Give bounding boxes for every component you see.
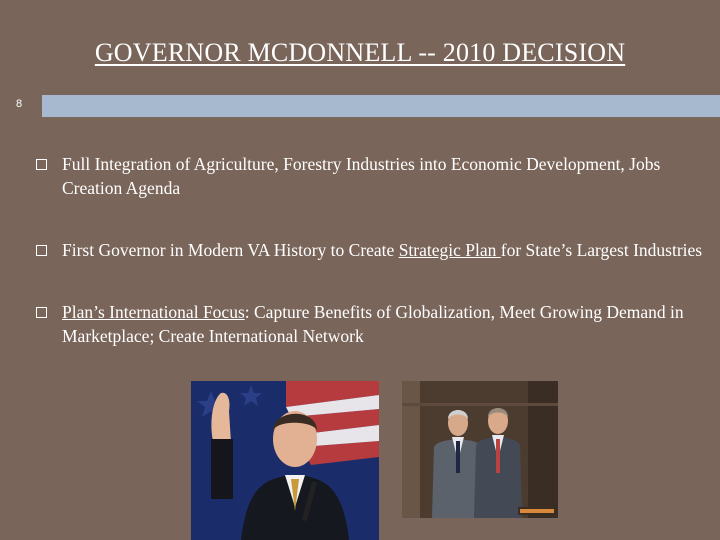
slide-title: GOVERNOR MCDONNELL -- 2010 DECISION	[94, 38, 626, 67]
bullet-text: Full Integration of Agriculture, Forestry Industries into Economic Development, Jobs Creation Agenda	[62, 154, 661, 198]
bullet-item	[36, 300, 706, 348]
square-bullet-icon	[36, 159, 47, 170]
two-men-photo	[402, 381, 558, 518]
bullet-text: First Governor in Modern VA History to Create	[62, 240, 399, 260]
bullet-text-rest: for State’s Largest Industries	[500, 240, 703, 260]
bullet-item	[36, 152, 706, 200]
accent-bar	[42, 95, 720, 117]
bullet-item	[36, 238, 706, 262]
governor-waving-photo	[191, 381, 379, 540]
bullet-underlined-text: Plan’s International Focus	[62, 302, 245, 322]
slide-number: 8	[15, 98, 23, 110]
bullet-underlined-text: Strategic Plan	[398, 240, 501, 260]
bullet-text-rest: : Capture Benefits of Globalization, Meet Growing Demand in Marketplace; Create International Network	[62, 302, 684, 346]
bullet-list	[36, 152, 706, 386]
square-bullet-icon	[36, 307, 47, 318]
square-bullet-icon	[36, 245, 47, 256]
